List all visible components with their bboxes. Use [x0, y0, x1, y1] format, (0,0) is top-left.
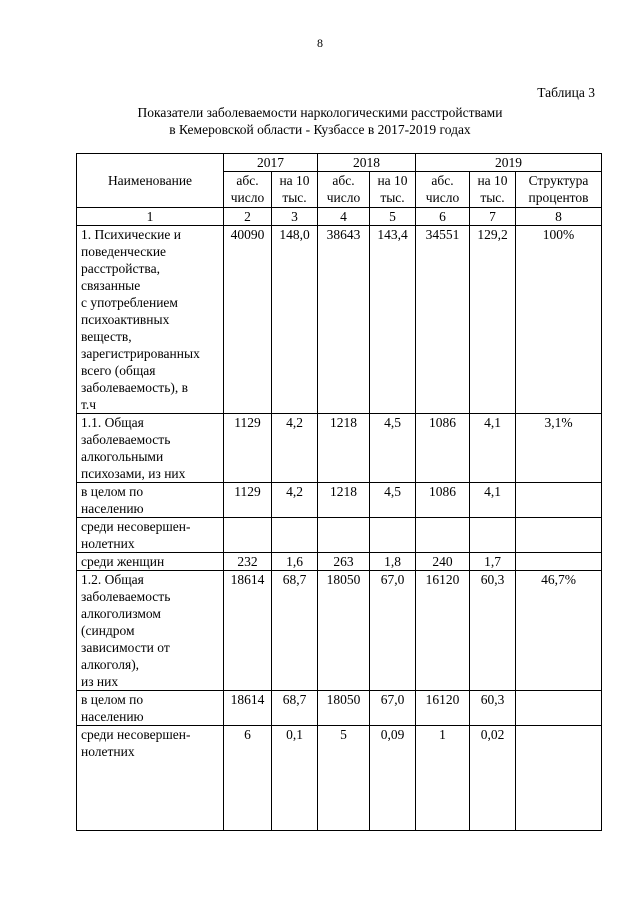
row-name [77, 414, 224, 483]
row-value: 18614 [224, 571, 272, 691]
row-value: 1129 [224, 483, 272, 518]
column-number: 7 [470, 208, 516, 226]
column-number: 8 [516, 208, 602, 226]
row-name-line: среди несовершен- [81, 727, 191, 742]
row-value: 16120 [416, 571, 470, 691]
column-number: 6 [416, 208, 470, 226]
row-name [77, 483, 224, 518]
row-name [77, 553, 224, 571]
header-per10k-2019-line-1: на 10 [477, 173, 508, 188]
header-per10k-2017-line-1: на 10 [279, 173, 310, 188]
header-abs-2017-line-1: абс. [236, 173, 259, 188]
header-per10k-2018-line-2: тыс. [380, 190, 405, 205]
row-name-line: населению [81, 501, 144, 516]
row-value: 40090 [224, 226, 272, 414]
row-value: 148,0 [272, 226, 318, 414]
row-value [516, 691, 602, 726]
header-per10k-2017-line-2: тыс. [282, 190, 307, 205]
header-abs-2017 [224, 172, 272, 208]
row-name [77, 691, 224, 726]
header-name: Наименование [77, 154, 224, 208]
row-name-line: веществ, [81, 329, 132, 344]
row-value: 4,1 [470, 483, 516, 518]
header-structure-line-2: процентов [528, 190, 589, 205]
row-name-line: расстройства, [81, 261, 160, 276]
row-name-line: алкоголизмом [81, 606, 161, 621]
row-value: 16120 [416, 691, 470, 726]
row-value: 0,1 [272, 726, 318, 831]
table-row [77, 226, 602, 414]
header-per10k-2019 [470, 172, 516, 208]
row-value [318, 518, 370, 553]
row-value: 4,2 [272, 483, 318, 518]
row-value: 232 [224, 553, 272, 571]
morbidity-table [76, 153, 602, 831]
row-value: 1 [416, 726, 470, 831]
column-number: 1 [77, 208, 224, 226]
row-value: 18614 [224, 691, 272, 726]
row-name-line: т.ч [81, 397, 97, 412]
row-value: 0,02 [470, 726, 516, 831]
row-name-line: поведенческие [81, 244, 167, 259]
row-name-line: зарегистрированных [81, 346, 200, 361]
table-title-line-1: Показатели заболеваемости наркологическими расстройствами [137, 105, 503, 120]
header-abs-2018-line-1: абс. [332, 173, 355, 188]
row-name-line: нолетних [81, 744, 135, 759]
row-value: 1086 [416, 483, 470, 518]
row-name-line: психоактивных [81, 312, 170, 327]
row-name-line: с употреблением [81, 295, 178, 310]
row-value: 60,3 [470, 571, 516, 691]
page-number: 8 [317, 36, 323, 50]
row-name-line: нолетних [81, 536, 135, 551]
row-value [516, 483, 602, 518]
row-value: 60,3 [470, 691, 516, 726]
row-name-line: психозами, из них [81, 466, 186, 481]
table-row [77, 483, 602, 518]
row-value: 5 [318, 726, 370, 831]
row-name [77, 571, 224, 691]
row-value: 1,6 [272, 553, 318, 571]
header-abs-2019-line-1: абс. [431, 173, 454, 188]
row-value [416, 518, 470, 553]
row-value: 68,7 [272, 691, 318, 726]
row-name-line: 1.1. Общая [81, 415, 144, 430]
row-value: 129,2 [470, 226, 516, 414]
table-title [0, 104, 640, 138]
row-value: 68,7 [272, 571, 318, 691]
row-value [370, 518, 416, 553]
row-name-line: заболеваемость), в [81, 380, 188, 395]
row-value: 18050 [318, 571, 370, 691]
row-value: 4,5 [370, 483, 416, 518]
row-name-line: в целом по [81, 692, 144, 707]
table-row [77, 553, 602, 571]
row-value: 1218 [318, 483, 370, 518]
table-row [77, 518, 602, 553]
row-name-line: 1.2. Общая [81, 572, 144, 587]
header-year-2017: 2017 [224, 154, 318, 172]
row-name-line: среди несовершен- [81, 519, 191, 534]
row-value: 67,0 [370, 571, 416, 691]
row-name-line: связанные [81, 278, 141, 293]
row-value: 4,1 [470, 414, 516, 483]
row-name-line: алкоголя), [81, 657, 140, 672]
row-value: 4,2 [272, 414, 318, 483]
column-number: 4 [318, 208, 370, 226]
row-value: 18050 [318, 691, 370, 726]
row-name-line: среди женщин [81, 554, 165, 569]
row-value: 4,5 [370, 414, 416, 483]
row-name-line: (синдром [81, 623, 135, 638]
row-name-line: заболеваемость [81, 432, 171, 447]
row-name-line: заболеваемость [81, 589, 171, 604]
row-name-line: 1. Психические и [81, 227, 181, 242]
row-name-line: всего (общая [81, 363, 156, 378]
header-structure [516, 172, 602, 208]
row-value: 46,7% [516, 571, 602, 691]
header-abs-2017-line-2: число [230, 190, 265, 205]
row-value: 38643 [318, 226, 370, 414]
header-abs-2019 [416, 172, 470, 208]
row-value: 240 [416, 553, 470, 571]
row-name-line: в целом по [81, 484, 144, 499]
table-row [77, 414, 602, 483]
table-label: Таблица 3 [537, 85, 595, 100]
row-value: 1,8 [370, 553, 416, 571]
row-value [224, 518, 272, 553]
row-value [272, 518, 318, 553]
row-value: 34551 [416, 226, 470, 414]
column-number: 3 [272, 208, 318, 226]
row-value: 0,09 [370, 726, 416, 831]
row-value [516, 518, 602, 553]
row-value: 143,4 [370, 226, 416, 414]
row-value: 1086 [416, 414, 470, 483]
row-name [77, 518, 224, 553]
header-year-2018: 2018 [318, 154, 416, 172]
row-value [470, 518, 516, 553]
row-value [516, 553, 602, 571]
column-number: 5 [370, 208, 416, 226]
table-row [77, 726, 602, 831]
row-name-line: из них [81, 674, 119, 689]
row-value: 6 [224, 726, 272, 831]
row-name [77, 726, 224, 831]
row-name [77, 226, 224, 414]
row-value [516, 726, 602, 831]
header-per10k-2017 [272, 172, 318, 208]
row-name-line: алкогольными [81, 449, 164, 464]
header-per10k-2018 [370, 172, 416, 208]
column-number-row [77, 208, 602, 226]
header-per10k-2019-line-2: тыс. [480, 190, 505, 205]
row-value: 67,0 [370, 691, 416, 726]
header-abs-2018 [318, 172, 370, 208]
table-title-line-2: в Кемеровской области - Кузбассе в 2017-2019 годах [169, 122, 471, 137]
row-value: 1218 [318, 414, 370, 483]
header-abs-2018-line-2: число [326, 190, 361, 205]
row-name-line: населению [81, 709, 144, 724]
row-value: 100% [516, 226, 602, 414]
header-abs-2019-line-2: число [425, 190, 460, 205]
column-number: 2 [224, 208, 272, 226]
row-value: 263 [318, 553, 370, 571]
row-name-line: зависимости от [81, 640, 170, 655]
row-value: 1129 [224, 414, 272, 483]
header-year-2019: 2019 [416, 154, 602, 172]
table-row [77, 571, 602, 691]
row-value: 1,7 [470, 553, 516, 571]
header-per10k-2018-line-1: на 10 [377, 173, 408, 188]
row-value: 3,1% [516, 414, 602, 483]
table-row [77, 691, 602, 726]
header-structure-line-1: Структура [528, 173, 589, 188]
